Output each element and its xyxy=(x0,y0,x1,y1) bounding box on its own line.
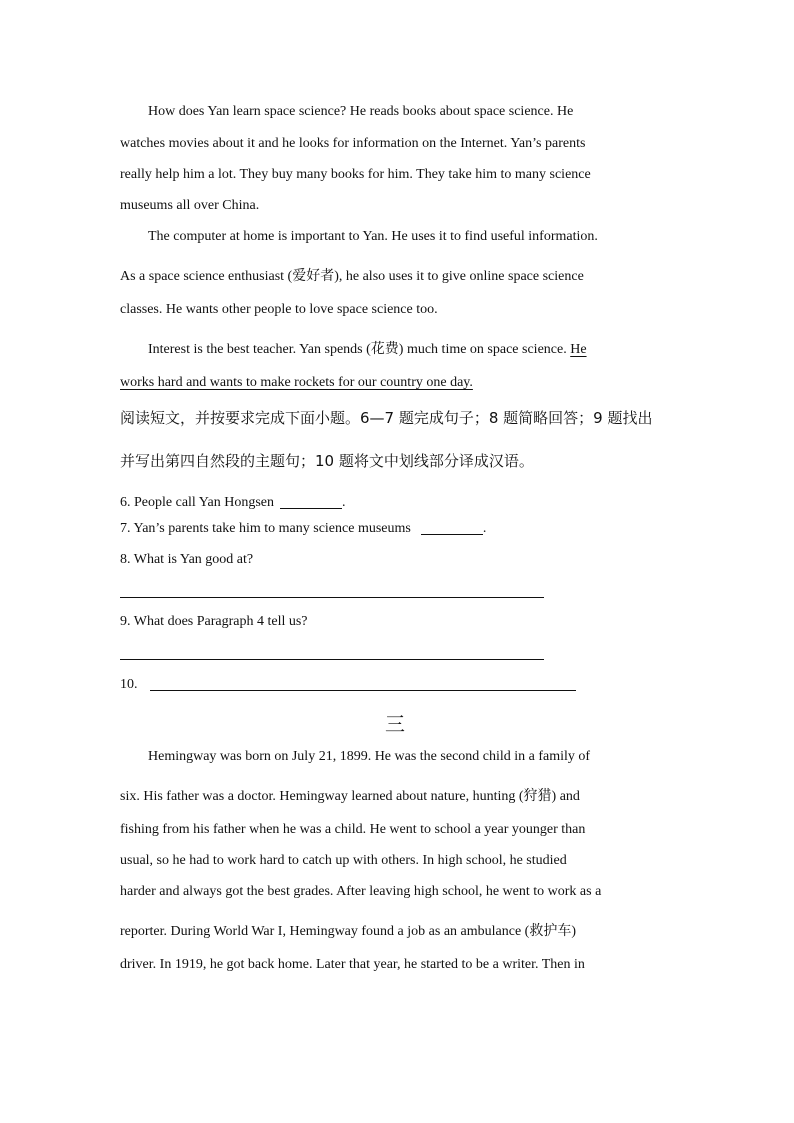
instruction-line: 并写出第四自然段的主题句；10 题将文中划线部分译成汉语。 xyxy=(120,452,534,470)
question-7 xyxy=(120,520,486,537)
answer-line[interactable] xyxy=(120,659,544,660)
answer-blank[interactable] xyxy=(280,494,342,509)
passage-line: really help him a lot. They buy many books for him. They take him to many science xyxy=(120,167,591,182)
underlined-sentence-part: He xyxy=(570,342,587,357)
passage-line: As a space science enthusiast (爱好者), he also uses it to give online space science xyxy=(120,269,584,284)
question-end: . xyxy=(482,521,487,536)
passage-line: classes. He wants other people to love space science too. xyxy=(120,302,438,317)
passage-line: usual, so he had to work hard to catch up with others. In high school, he studied xyxy=(120,853,567,868)
passage-line: Hemingway was born on July 21, 1899. He was the second child in a family of xyxy=(148,749,591,764)
instruction-line: 阅读短文，并按要求完成下面小题。6—7 题完成句子；8 题简略回答；9 题找出 xyxy=(120,409,653,427)
passage-line: How does Yan learn space science? He reads books about space science. He xyxy=(148,104,574,119)
passage-line xyxy=(148,338,587,358)
question-text: 7. Yan’s parents take him to many science museums xyxy=(120,521,411,536)
passage-text: Interest is the best teacher. Yan spends (花费) much time on space science. xyxy=(148,342,571,357)
answer-line[interactable] xyxy=(120,597,544,598)
passage-line: museums all over China. xyxy=(120,198,260,213)
question-8: 8. What is Yan good at? xyxy=(120,552,254,567)
answer-blank[interactable] xyxy=(421,520,483,535)
answer-line[interactable] xyxy=(150,690,576,691)
question-10: 10. xyxy=(120,677,138,692)
question-9: 9. What does Paragraph 4 tell us? xyxy=(120,614,308,629)
underlined-sentence: works hard and wants to make rockets for our country one day. xyxy=(120,375,473,390)
passage-line: reporter. During World War I, Hemingway found a job as an ambulance (救护车) xyxy=(120,924,576,939)
question-text: 6. People call Yan Hongsen xyxy=(120,495,274,510)
passage-line: harder and always got the best grades. After leaving high school, he went to work as a xyxy=(120,884,602,899)
passage-line: watches movies about it and he looks for information on the Internet. Yan’s parents xyxy=(120,136,586,151)
question-end: . xyxy=(342,495,346,510)
passage-line: six. His father was a doctor. Hemingway learned about nature, hunting (狩猎) and xyxy=(120,789,580,804)
question-6 xyxy=(120,494,346,511)
passage-line: driver. In 1919, he got back home. Later that year, he started to be a writer. Then in xyxy=(120,957,585,972)
section-heading: 三 xyxy=(385,712,405,736)
passage-line: fishing from his father when he was a child. He went to school a year younger than xyxy=(120,822,586,837)
passage-line: The computer at home is important to Yan. He uses it to find useful information. xyxy=(148,229,598,244)
